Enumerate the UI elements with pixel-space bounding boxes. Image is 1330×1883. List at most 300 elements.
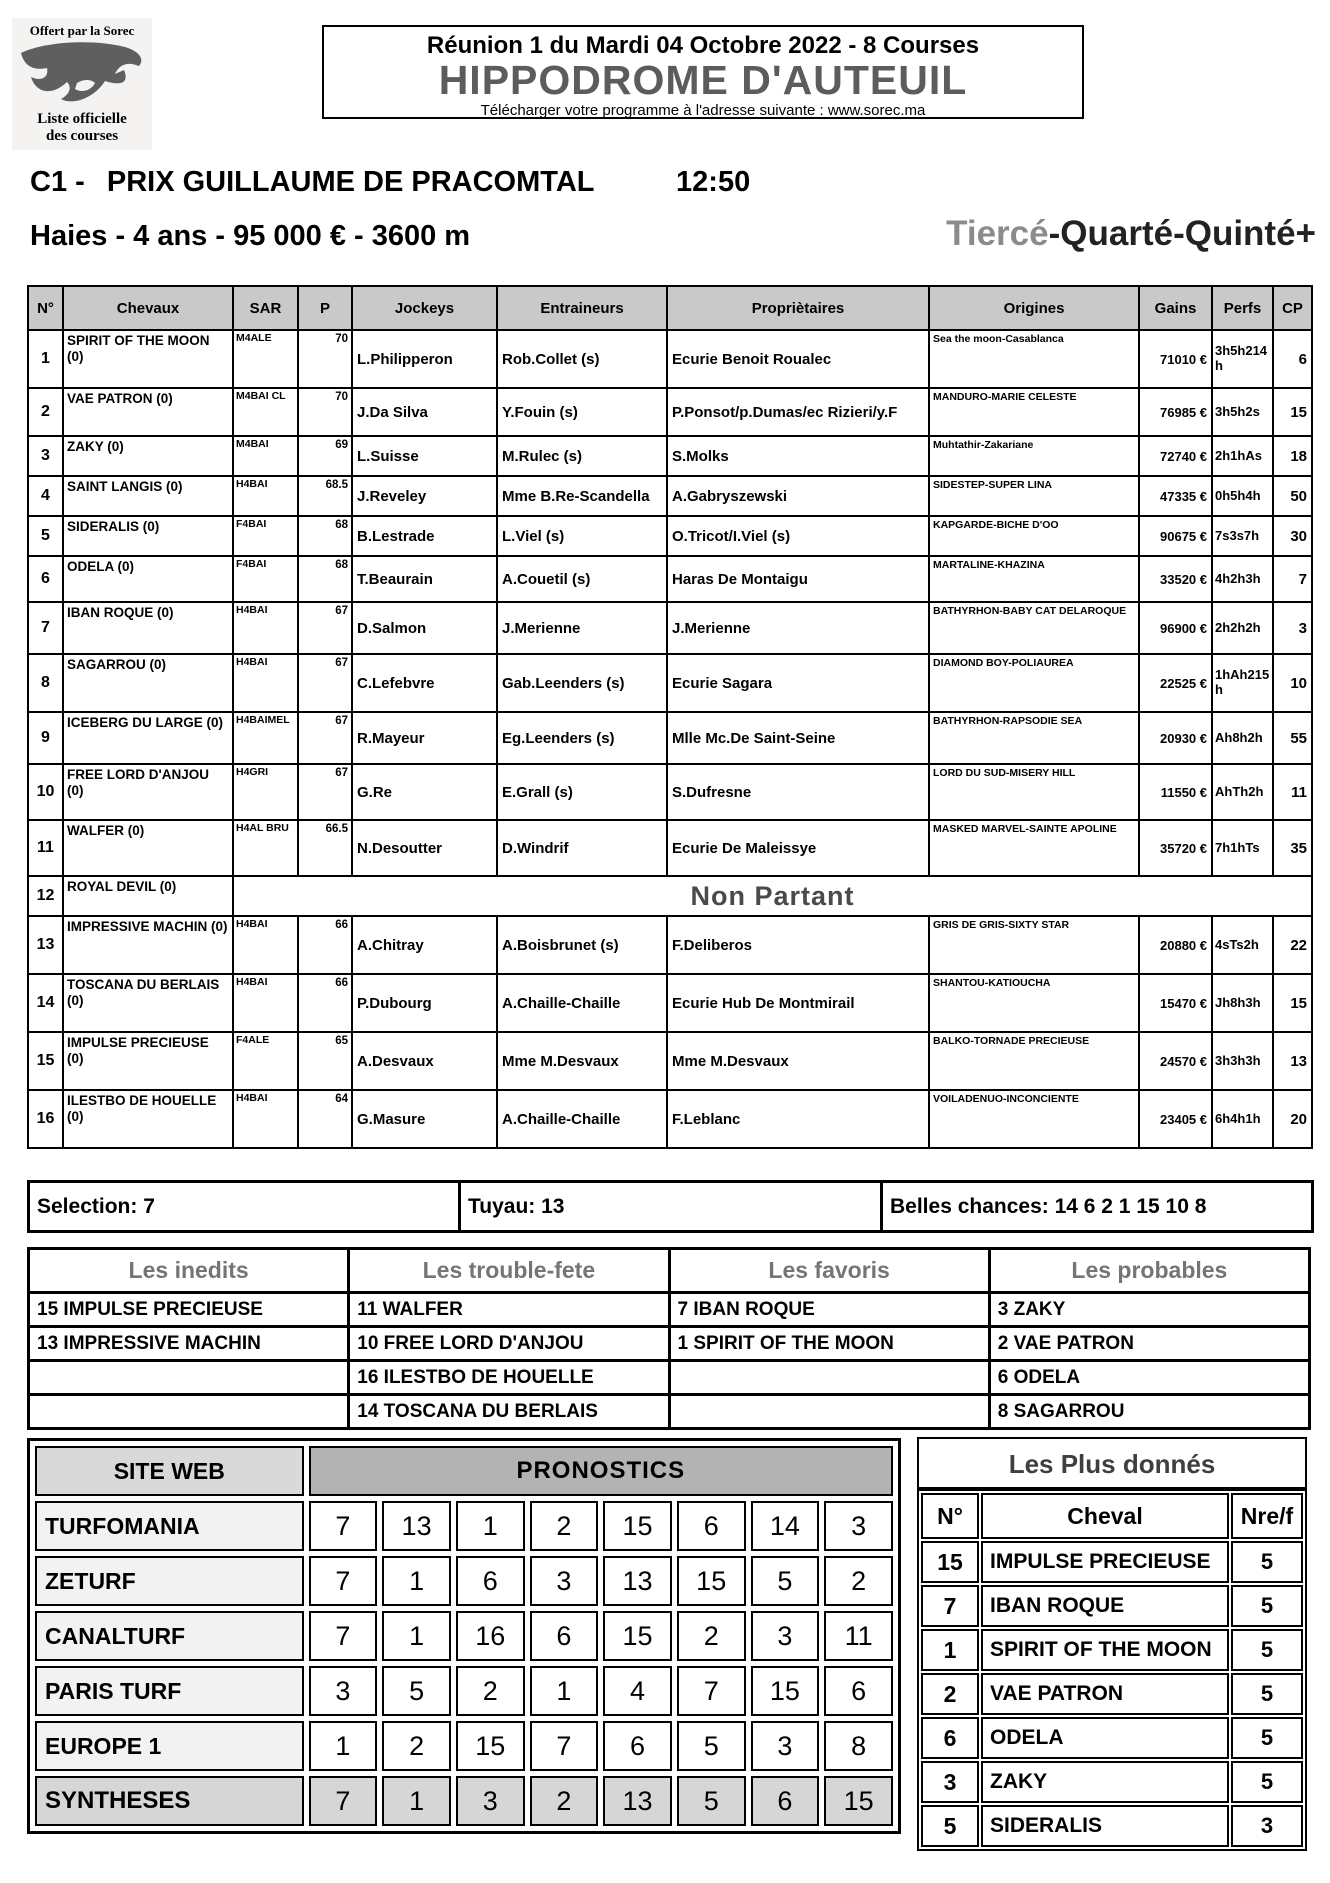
horse-number: 12	[28, 876, 63, 916]
plus-horse-name: IBAN ROQUE	[981, 1585, 1229, 1627]
horse-weight: 67	[298, 764, 352, 820]
horse-trainer: A.Boisbrunet (s)	[497, 916, 667, 974]
table-row	[28, 712, 1312, 764]
pronostic-number: 6	[677, 1501, 746, 1551]
site-name: ZETURF	[35, 1556, 304, 1606]
pronostic-number: 7	[530, 1721, 599, 1771]
logo-top-text: Offert par la Sorec	[29, 23, 135, 38]
plus-donnes-panel	[917, 1437, 1307, 1851]
belles-chances-label: Belles chances: 14 6 2 1 15 10 8	[882, 1182, 1313, 1232]
plus-horse-number: 6	[921, 1717, 979, 1759]
horse-cp: 10	[1273, 654, 1312, 712]
selection-label: Selection: 7	[29, 1182, 460, 1232]
horse-origins: MASKED MARVEL-SAINTE APOLINE	[929, 820, 1139, 876]
horse-sar: F4ALE	[233, 1032, 298, 1090]
col-header-origines: Origines	[929, 286, 1139, 330]
plus-horse-number: 2	[921, 1673, 979, 1715]
horse-origins: BALKO-TORNADE PRECIEUSE	[929, 1032, 1139, 1090]
horse-number: 10	[28, 764, 63, 820]
tuyau-label: Tuyau: 13	[460, 1182, 882, 1232]
logo-bottom-text: Liste officielle des courses	[37, 111, 127, 145]
pronostics-header: PRONOSTICS	[309, 1446, 893, 1496]
horse-origins: LORD DU SUD-MISERY HILL	[929, 764, 1139, 820]
tip-item: 2 VAE PATRON	[989, 1327, 1309, 1361]
pronostic-number: 3	[456, 1776, 525, 1826]
horse-name: SIDERALIS (0)	[63, 516, 233, 556]
horse-number: 2	[28, 388, 63, 436]
horse-perfs: 4sTs2h	[1212, 916, 1273, 974]
plus-donnes-row	[921, 1717, 1303, 1759]
horse-sar: F4BAI	[233, 516, 298, 556]
horse-origins: KAPGARDE-BICHE D'OO	[929, 516, 1139, 556]
race-conditions: Haies - 4 ans - 95 000 € - 3600 m	[30, 220, 471, 252]
horse-perfs: 7h1hTs	[1212, 820, 1273, 876]
pronostic-number: 6	[603, 1721, 672, 1771]
horse-trainer: A.Chaille-Chaille	[497, 974, 667, 1032]
horse-perfs: 3h5h214h	[1212, 330, 1273, 388]
horse-sar: H4AL BRU	[233, 820, 298, 876]
tip-item: 16 ILESTBO DE HOUELLE	[349, 1361, 669, 1395]
tip-item: 6 ODELA	[989, 1361, 1309, 1395]
horse-origins: Muhtathir-Zakariane	[929, 436, 1139, 476]
pronostic-number: 5	[751, 1556, 820, 1606]
pronostic-number: 15	[456, 1721, 525, 1771]
pronostic-number: 3	[309, 1666, 378, 1716]
horse-gains: 47335 €	[1139, 476, 1212, 516]
horse-origins: MARTALINE-KHAZINA	[929, 556, 1139, 602]
horse-perfs: Jh8h3h	[1212, 974, 1273, 1032]
horse-origins: MANDURO-MARIE CELESTE	[929, 388, 1139, 436]
tip-item: 14 TOSCANA DU BERLAIS	[349, 1395, 669, 1429]
tips-table	[27, 1247, 1311, 1430]
horse-cp: 15	[1273, 974, 1312, 1032]
col-header-gains: Gains	[1139, 286, 1212, 330]
plus-horse-count: 5	[1231, 1629, 1303, 1671]
horse-weight: 66.5	[298, 820, 352, 876]
horse-name: WALFER (0)	[63, 820, 233, 876]
horse-owner: S.Dufresne	[667, 764, 929, 820]
horse-perfs: AhTh2h	[1212, 764, 1273, 820]
horse-jockey: T.Beaurain	[352, 556, 497, 602]
horse-gains: 76985 €	[1139, 388, 1212, 436]
plus-header-cheval: Cheval	[981, 1493, 1229, 1539]
horse-origins: Sea the moon-Casablanca	[929, 330, 1139, 388]
horse-name: ODELA (0)	[63, 556, 233, 602]
pronostic-number: 1	[382, 1776, 451, 1826]
pronostic-number: 7	[309, 1501, 378, 1551]
horse-perfs: 3h5h2s	[1212, 388, 1273, 436]
horse-owner: Ecurie Benoit Roualec	[667, 330, 929, 388]
race-title	[30, 166, 750, 199]
horse-number: 11	[28, 820, 63, 876]
horse-gains: 15470 €	[1139, 974, 1212, 1032]
horse-trainer: A.Chaille-Chaille	[497, 1090, 667, 1148]
horse-gains: 20880 €	[1139, 916, 1212, 974]
horse-jockey: D.Salmon	[352, 602, 497, 654]
horse-name: ZAKY (0)	[63, 436, 233, 476]
horse-name: IMPRESSIVE MACHIN (0)	[63, 916, 233, 974]
tip-item: 13 IMPRESSIVE MACHIN	[29, 1327, 349, 1361]
pronostic-row-syntheses	[35, 1776, 893, 1826]
horse-trainer: Eg.Leenders (s)	[497, 712, 667, 764]
plus-donnes-row	[921, 1585, 1303, 1627]
horse-number: 9	[28, 712, 63, 764]
horse-gains: 24570 €	[1139, 1032, 1212, 1090]
pronostic-number: 3	[824, 1501, 893, 1551]
horse-cp: 18	[1273, 436, 1312, 476]
pronostic-number: 11	[824, 1611, 893, 1661]
horse-weight: 66	[298, 974, 352, 1032]
horse-number: 14	[28, 974, 63, 1032]
horse-sar: M4BAI CL	[233, 388, 298, 436]
horse-gains: 22525 €	[1139, 654, 1212, 712]
plus-horse-count: 5	[1231, 1761, 1303, 1803]
horse-sar: M4BAI	[233, 436, 298, 476]
plus-horse-number: 15	[921, 1541, 979, 1583]
horse-trainer: E.Grall (s)	[497, 764, 667, 820]
horse-gains: 11550 €	[1139, 764, 1212, 820]
horse-name: SAGARROU (0)	[63, 654, 233, 712]
pronostic-number: 2	[530, 1501, 599, 1551]
meeting-banner	[322, 25, 1084, 119]
horse-jockey: A.Desvaux	[352, 1032, 497, 1090]
site-name: CANALTURF	[35, 1611, 304, 1661]
pronostic-number: 6	[751, 1776, 820, 1826]
horse-weight: 64	[298, 1090, 352, 1148]
site-name: EUROPE 1	[35, 1721, 304, 1771]
horse-gains: 33520 €	[1139, 556, 1212, 602]
pronostic-number: 3	[530, 1556, 599, 1606]
horse-trainer: Rob.Collet (s)	[497, 330, 667, 388]
horse-weight: 68.5	[298, 476, 352, 516]
tip-item: 11 WALFER	[349, 1293, 669, 1327]
pronostic-number: 7	[309, 1776, 378, 1826]
horse-name: TOSCANA DU BERLAIS (0)	[63, 974, 233, 1032]
horse-weight: 67	[298, 602, 352, 654]
horse-origins: BATHYRHON-BABY CAT DELAROQUE	[929, 602, 1139, 654]
horse-cp: 13	[1273, 1032, 1312, 1090]
plus-horse-number: 1	[921, 1629, 979, 1671]
horse-cp: 35	[1273, 820, 1312, 876]
plus-horse-count: 5	[1231, 1585, 1303, 1627]
horse-number: 3	[28, 436, 63, 476]
horse-cp: 3	[1273, 602, 1312, 654]
horse-name: FREE LORD D'ANJOU (0)	[63, 764, 233, 820]
pronostic-number: 3	[751, 1721, 820, 1771]
table-row	[28, 476, 1312, 516]
site-name: TURFOMANIA	[35, 1501, 304, 1551]
table-row	[28, 516, 1312, 556]
tip-item	[669, 1361, 989, 1395]
pronostic-number: 5	[677, 1721, 746, 1771]
horse-gains: 71010 €	[1139, 330, 1212, 388]
horse-perfs: 0h5h4h	[1212, 476, 1273, 516]
tip-item: 10 FREE LORD D'ANJOU	[349, 1327, 669, 1361]
col-header-perfs: Perfs	[1212, 286, 1273, 330]
hippodrome-title: HIPPODROME D'AUTEUIL	[438, 57, 968, 103]
plus-horse-name: ZAKY	[981, 1761, 1229, 1803]
tips-header-favoris: Les favoris	[669, 1249, 989, 1293]
horse-owner: Mme M.Desvaux	[667, 1032, 929, 1090]
horse-owner: S.Molks	[667, 436, 929, 476]
horse-name: VAE PATRON (0)	[63, 388, 233, 436]
horse-sar: M4ALE	[233, 330, 298, 388]
pronostic-row	[35, 1611, 893, 1661]
pronostic-number: 7	[309, 1556, 378, 1606]
site-name: PARIS TURF	[35, 1666, 304, 1716]
horse-perfs: 2h1hAs	[1212, 436, 1273, 476]
horse-weight: 67	[298, 712, 352, 764]
pronostic-number: 2	[456, 1666, 525, 1716]
horse-cp: 15	[1273, 388, 1312, 436]
horse-gains: 96900 €	[1139, 602, 1212, 654]
horse-perfs: 4h2h3h	[1212, 556, 1273, 602]
horse-sar: H4BAI	[233, 1090, 298, 1148]
horse-trainer: Mme B.Re-Scandella	[497, 476, 667, 516]
horse-jockey: P.Dubourg	[352, 974, 497, 1032]
horse-sar: H4GRI	[233, 764, 298, 820]
horse-owner: Ecurie De Maleissye	[667, 820, 929, 876]
horse-weight: 70	[298, 388, 352, 436]
pronostic-number: 2	[824, 1556, 893, 1606]
tips-header-probables: Les probables	[989, 1249, 1309, 1293]
site-name: SYNTHESES	[35, 1776, 304, 1826]
horse-number: 16	[28, 1090, 63, 1148]
pronostic-number: 5	[382, 1666, 451, 1716]
pronostic-number: 2	[530, 1776, 599, 1826]
plus-donnes-row	[921, 1541, 1303, 1583]
plus-horse-name: VAE PATRON	[981, 1673, 1229, 1715]
horse-origins: VOILADENUO-INCONCIENTE	[929, 1090, 1139, 1148]
pronostic-number: 15	[603, 1611, 672, 1661]
pronostic-row	[35, 1666, 893, 1716]
horse-trainer: A.Couetil (s)	[497, 556, 667, 602]
horse-trainer: J.Merienne	[497, 602, 667, 654]
selection-strip	[27, 1180, 1314, 1233]
horse-gains: 90675 €	[1139, 516, 1212, 556]
tip-item	[29, 1395, 349, 1429]
table-header-row	[28, 286, 1312, 330]
plus-horse-count: 5	[1231, 1717, 1303, 1759]
horse-number: 13	[28, 916, 63, 974]
tip-item: 7 IBAN ROQUE	[669, 1293, 989, 1327]
tips-header-troublefete: Les trouble-fete	[349, 1249, 669, 1293]
horse-trainer: D.Windrif	[497, 820, 667, 876]
pronostic-number: 7	[677, 1666, 746, 1716]
horse-perfs: 1hAh215h	[1212, 654, 1273, 712]
horse-cp: 7	[1273, 556, 1312, 602]
pronostic-number: 16	[456, 1611, 525, 1661]
plus-donnes-row	[921, 1673, 1303, 1715]
plus-header-nref: Nre/f	[1231, 1493, 1303, 1539]
col-header-num: N°	[28, 286, 63, 330]
horse-sar: H4BAI	[233, 602, 298, 654]
horse-name: ICEBERG DU LARGE (0)	[63, 712, 233, 764]
pronostic-number: 15	[824, 1776, 893, 1826]
table-row	[28, 820, 1312, 876]
horse-trainer: L.Viel (s)	[497, 516, 667, 556]
horse-trainer: Y.Fouin (s)	[497, 388, 667, 436]
plus-donnes-title: Les Plus donnés	[917, 1437, 1307, 1489]
pronostic-number: 3	[751, 1611, 820, 1661]
horse-perfs: 3h3h3h	[1212, 1032, 1273, 1090]
plus-horse-count: 3	[1231, 1805, 1303, 1847]
horse-weight: 66	[298, 916, 352, 974]
horse-name: IBAN ROQUE (0)	[63, 602, 233, 654]
pronostic-number: 13	[603, 1776, 672, 1826]
table-row-non-partant	[28, 876, 1312, 916]
horse-sar: F4BAI	[233, 556, 298, 602]
horse-weight: 65	[298, 1032, 352, 1090]
horse-origins: SHANTOU-KATIOUCHA	[929, 974, 1139, 1032]
horse-logo-icon	[12, 39, 152, 111]
horse-jockey: G.Re	[352, 764, 497, 820]
pronostic-number: 5	[677, 1776, 746, 1826]
horse-origins: SIDESTEP-SUPER LINA	[929, 476, 1139, 516]
table-row	[28, 436, 1312, 476]
pronostic-row	[35, 1721, 893, 1771]
horse-sar: H4BAI	[233, 916, 298, 974]
horse-gains: 20930 €	[1139, 712, 1212, 764]
pronostic-number: 6	[530, 1611, 599, 1661]
race-name: PRIX GUILLAUME DE PRACOMTAL	[106, 166, 594, 198]
horse-name: ROYAL DEVIL (0)	[63, 876, 233, 916]
horses-table	[27, 285, 1313, 1149]
horse-jockey: B.Lestrade	[352, 516, 497, 556]
horse-origins: DIAMOND BOY-POLIAUREA	[929, 654, 1139, 712]
tip-item	[669, 1395, 989, 1429]
plus-donnes-row	[921, 1805, 1303, 1847]
horse-weight: 67	[298, 654, 352, 712]
horse-jockey: J.Reveley	[352, 476, 497, 516]
pronostic-number: 8	[824, 1721, 893, 1771]
horse-jockey: J.Da Silva	[352, 388, 497, 436]
col-header-entraineurs: Entraineurs	[497, 286, 667, 330]
table-row	[28, 330, 1312, 388]
horse-number: 8	[28, 654, 63, 712]
table-row	[28, 556, 1312, 602]
col-header-p: P	[298, 286, 352, 330]
horse-cp: 20	[1273, 1090, 1312, 1148]
plus-donnes-row	[921, 1629, 1303, 1671]
horse-number: 4	[28, 476, 63, 516]
pronostic-number: 14	[751, 1501, 820, 1551]
horse-gains: 23405 €	[1139, 1090, 1212, 1148]
bet-types-label: Tiercé-Quarté-Quinté+	[946, 214, 1316, 253]
horse-name: IMPULSE PRECIEUSE (0)	[63, 1032, 233, 1090]
col-header-cp: CP	[1273, 286, 1312, 330]
plus-horse-name: SIDERALIS	[981, 1805, 1229, 1847]
plus-horse-number: 3	[921, 1761, 979, 1803]
table-row	[28, 654, 1312, 712]
pronostic-number: 13	[603, 1556, 672, 1606]
sorec-logo	[12, 18, 152, 150]
horse-number: 5	[28, 516, 63, 556]
horse-owner: P.Ponsot/p.Dumas/ec Rizieri/y.F	[667, 388, 929, 436]
horse-sar: H4BAI	[233, 476, 298, 516]
horse-owner: A.Gabryszewski	[667, 476, 929, 516]
horse-jockey: L.Philipperon	[352, 330, 497, 388]
pronostic-number: 15	[603, 1501, 672, 1551]
plus-horse-count: 5	[1231, 1541, 1303, 1583]
pronostic-number: 1	[382, 1556, 451, 1606]
horse-jockey: N.Desoutter	[352, 820, 497, 876]
non-partant-label: Non Partant	[233, 876, 1312, 916]
pronostic-number: 15	[751, 1666, 820, 1716]
pronostic-row	[35, 1556, 893, 1606]
horse-weight: 69	[298, 436, 352, 476]
horse-owner: J.Merienne	[667, 602, 929, 654]
plus-horse-number: 7	[921, 1585, 979, 1627]
horse-jockey: A.Chitray	[352, 916, 497, 974]
pronostic-number: 4	[603, 1666, 672, 1716]
horse-owner: O.Tricot/I.Viel (s)	[667, 516, 929, 556]
site-web-header: SITE WEB	[35, 1446, 304, 1496]
pronostics-table	[27, 1438, 901, 1834]
horse-sar: H4BAI	[233, 974, 298, 1032]
table-row	[28, 1090, 1312, 1148]
plus-horse-name: ODELA	[981, 1717, 1229, 1759]
pronostic-number: 2	[382, 1721, 451, 1771]
horse-origins: GRIS DE GRIS-SIXTY STAR	[929, 916, 1139, 974]
col-header-jockeys: Jockeys	[352, 286, 497, 330]
horse-gains: 35720 €	[1139, 820, 1212, 876]
tip-item: 8 SAGARROU	[989, 1395, 1309, 1429]
horse-sar: H4BAI	[233, 654, 298, 712]
horse-perfs: Ah8h2h	[1212, 712, 1273, 764]
plus-horse-name: SPIRIT OF THE MOON	[981, 1629, 1229, 1671]
pronostic-number: 1	[382, 1611, 451, 1661]
race-time: 12:50	[676, 166, 751, 198]
horse-cp: 6	[1273, 330, 1312, 388]
plus-donnes-row	[921, 1761, 1303, 1803]
pronostic-number: 2	[677, 1611, 746, 1661]
horse-owner: Ecurie Sagara	[667, 654, 929, 712]
horse-jockey: L.Suisse	[352, 436, 497, 476]
horse-owner: Ecurie Hub De Montmirail	[667, 974, 929, 1032]
col-header-proprietaires: Propriètaires	[667, 286, 929, 330]
plus-horse-number: 5	[921, 1805, 979, 1847]
tip-item	[29, 1361, 349, 1395]
horse-gains: 72740 €	[1139, 436, 1212, 476]
horse-perfs: 6h4h1h	[1212, 1090, 1273, 1148]
plus-horse-count: 5	[1231, 1673, 1303, 1715]
horse-cp: 55	[1273, 712, 1312, 764]
horse-name: SAINT LANGIS (0)	[63, 476, 233, 516]
horse-cp: 50	[1273, 476, 1312, 516]
tip-item: 3 ZAKY	[989, 1293, 1309, 1327]
pronostic-number: 13	[382, 1501, 451, 1551]
pronostic-number: 6	[456, 1556, 525, 1606]
horse-owner: Mlle Mc.De Saint-Seine	[667, 712, 929, 764]
col-header-chevaux: Chevaux	[63, 286, 233, 330]
horse-owner: F.Leblanc	[667, 1090, 929, 1148]
horse-number: 1	[28, 330, 63, 388]
horse-weight: 68	[298, 556, 352, 602]
table-row	[28, 388, 1312, 436]
horse-perfs: 7s3s7h	[1212, 516, 1273, 556]
horse-number: 7	[28, 602, 63, 654]
horse-name: SPIRIT OF THE MOON (0)	[63, 330, 233, 388]
pronostic-number: 1	[530, 1666, 599, 1716]
horse-sar: H4BAIMEL	[233, 712, 298, 764]
pronostic-row	[35, 1501, 893, 1551]
horse-perfs: 2h2h2h	[1212, 602, 1273, 654]
horse-cp: 22	[1273, 916, 1312, 974]
table-row	[28, 974, 1312, 1032]
horse-name: ILESTBO DE HOUELLE (0)	[63, 1090, 233, 1148]
plus-horse-name: IMPULSE PRECIEUSE	[981, 1541, 1229, 1583]
